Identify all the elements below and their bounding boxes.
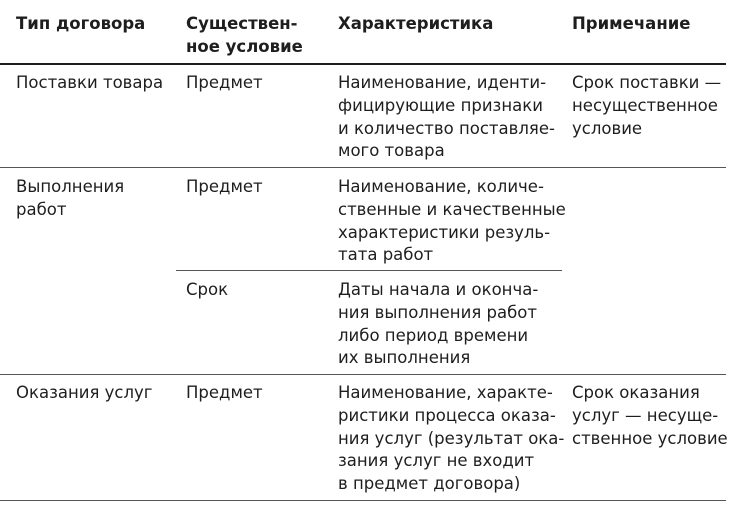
row1-essential-term: Предмет: [186, 73, 263, 92]
row2-essential-term: Предмет: [186, 177, 263, 196]
row1-contract-type: Поставки товара: [16, 73, 164, 92]
row-divider-1: [0, 167, 726, 168]
row3-essential-term: Срок: [186, 280, 229, 299]
row4-note: Срок оказания услуг — несуще- ственное условие: [572, 383, 728, 448]
row4-essential-term: Предмет: [186, 383, 263, 402]
header-characteristic: Характеристика: [338, 14, 494, 33]
header-divider: [0, 63, 726, 65]
row-divider-2-partial: [176, 270, 562, 271]
row2-contract-type: Выполнения работ: [16, 177, 125, 219]
row1-characteristic: Наименование, иденти- фицирующие признаки и количество поставляе- мого товара: [338, 73, 555, 161]
row4-contract-type: Оказания услуг: [16, 383, 153, 402]
row1-note: Срок поставки — несущественное условие: [572, 73, 722, 138]
table-bottom-rule: [0, 500, 726, 501]
header-note: Примечание: [572, 14, 691, 33]
row3-characteristic: Даты начала и оконча- ния выполнения работ либо период времени их выполнения: [338, 280, 539, 368]
header-contract-type: Тип договора: [16, 14, 146, 33]
row2-characteristic: Наименование, количе- ственные и качественные характеристики резуль- тата работ: [338, 177, 566, 265]
row-divider-3: [0, 374, 726, 375]
header-essential-term: Существен- ное условие: [186, 14, 303, 56]
row4-characteristic: Наименование, характе- ристики процесса оказа- ния услуг (результат ока- зания услуг не входит в предмет договора): [338, 383, 565, 494]
